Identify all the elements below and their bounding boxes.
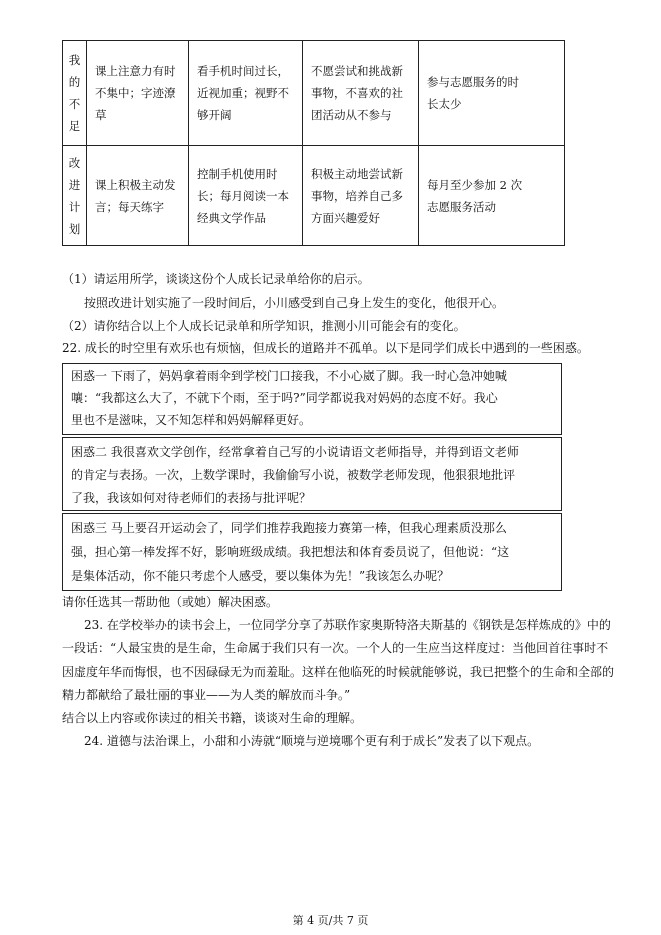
cell-line: 方面兴趣爱好 [311,210,380,225]
table-cell [189,146,303,246]
table-cell [419,41,565,146]
confusion-line: 了我，我该如何对待老师们的表扬与批评呢？ [71,491,312,505]
confusion-line: 是集体活动，你不能只考虑个人感受，要以集体为先！”我该怎么办呢？ [71,569,450,583]
confusion-box-2 [62,437,562,511]
cell-line: 长太少 [427,97,462,111]
confusion-line: 困惑二 我很喜欢文学创作，经常拿着自己写的小说请语文老师指导，并得到语文老师 [71,445,519,459]
confusion-box-1 [62,363,562,435]
cell-line: 经典文学作品 [197,210,266,225]
growth-record-table [62,40,565,246]
cell-line: 志愿服务活动 [427,199,496,214]
cell-line: 不愿尝试和挑战新 [311,64,403,78]
cell-line: 积极主动地尝试新 [311,166,403,181]
cell-line: 事物，培养自己多 [311,188,403,203]
confusion-line: 强，担心第一棒发挥不好，影响班级成绩。我把想法和体育委员说了，但他说：“这 [71,545,510,559]
row-header-improvement [63,146,87,246]
q21-sub2: （2）请你结合以上个人成长记录单和所学知识，推测小川可能会有的变化。 [62,319,466,333]
q23-line-4: 精力都献给了最壮丽的事业——为人类的解放而斗争。” [62,688,351,702]
page-number: 第 4 页/共 7 页 [292,914,369,927]
table-row-improvement [63,146,565,246]
cell-line: 课上积极主动发 [95,177,176,192]
table-cell [87,146,189,246]
cell-line: 草 [95,108,107,122]
cell-line: 言；每天练字 [95,199,164,214]
row-header-char: 的 [68,75,81,89]
row-header-char: 我 [68,53,81,67]
row-header-char: 进 [68,177,81,192]
cell-line: 每月至少参加 2 次 [427,177,523,192]
cell-line: 参与志愿服务的时 [427,75,519,89]
table-cell [303,146,419,246]
q23-line-1: 23. 在学校举办的读书会上，一位同学分享了苏联作家奥斯特洛夫斯基的《钢铁是怎样炼成的》中的 [84,618,611,632]
table-cell [419,146,565,246]
q21-sub1: （1）请运用所学，谈谈这份个人成长记录单给你的启示。 [62,272,370,286]
cell-line: 团活动从不参与 [311,108,392,122]
q21-context: 按照改进计划实施了一段时间后，小川感受到自己身上发生的变化，他很开心。 [84,296,505,310]
q23-line-3: 因虚度年华而悔恨，也不因碌碌无为而羞耻。这样在他临死的时候就能够说，我已把整个的生命和全部的 [62,665,615,679]
cell-line: 控制手机使用时 [197,166,278,181]
q24-stem: 24. 道德与法治课上，小甜和小涛就“顺境与逆境哪个更有利于成长”发表了以下观点。 [84,734,540,748]
cell-line: 不集中；字迹潦 [95,86,176,100]
row-header-char: 计 [68,199,81,214]
cell-line: 课上注意力有时 [95,64,176,78]
table-row-shortcomings [63,41,565,146]
confusion-line: 困惑三 马上要召开运动会了，同学们推荐我跑接力赛第一棒，但我心理素质没那么 [71,521,507,535]
row-header-shortcomings [63,41,87,146]
table-cell [87,41,189,146]
cell-line: 近视加重；视野不 [197,86,289,100]
cell-line: 看手机时间过长， [197,64,289,78]
q23-task: 结合以上内容或你读过的相关书籍，谈谈对生命的理解。 [62,711,363,725]
cell-line: 事物，不喜欢的社 [311,86,403,100]
confusion-line: 困惑一 下雨了，妈妈拿着雨伞到学校门口接我，不小心崴了脚。我一时心急冲她喊 [71,369,507,383]
q22-stem: 22. 成长的时空里有欢乐也有烦恼，但成长的道路并不孤单。以下是同学们成长中遇到的一些困惑。 [62,341,589,355]
q23-line-2: 一段话：“人最宝贵的是生命，生命属于我们只有一次。一个人的一生应当这样度过：当他回首往事时不 [62,641,609,655]
row-header-char: 改 [68,155,81,170]
confusion-line: 的肯定与表扬。一次，上数学课时，我偷偷写小说，被数学老师发现，他狠狠地批评 [71,468,516,482]
row-header-char: 不 [68,97,81,111]
table-cell [303,41,419,146]
q22-task: 请你任选其一帮助他（或她）解决困惑。 [62,595,279,609]
confusion-box-3 [62,513,562,591]
row-header-char: 划 [68,221,81,236]
row-header-char: 足 [68,119,81,133]
cell-line: 长；每月阅读一本 [197,188,289,203]
confusion-line: 嚷：“我都这么大了，不就下个雨，至于吗?”同学都说我对妈妈的态度不好。我心 [71,391,498,405]
cell-line: 够开阔 [197,108,232,122]
table-cell [189,41,303,146]
confusion-line: 里也不是滋味，又不知怎样和妈妈解释更好。 [71,413,312,427]
